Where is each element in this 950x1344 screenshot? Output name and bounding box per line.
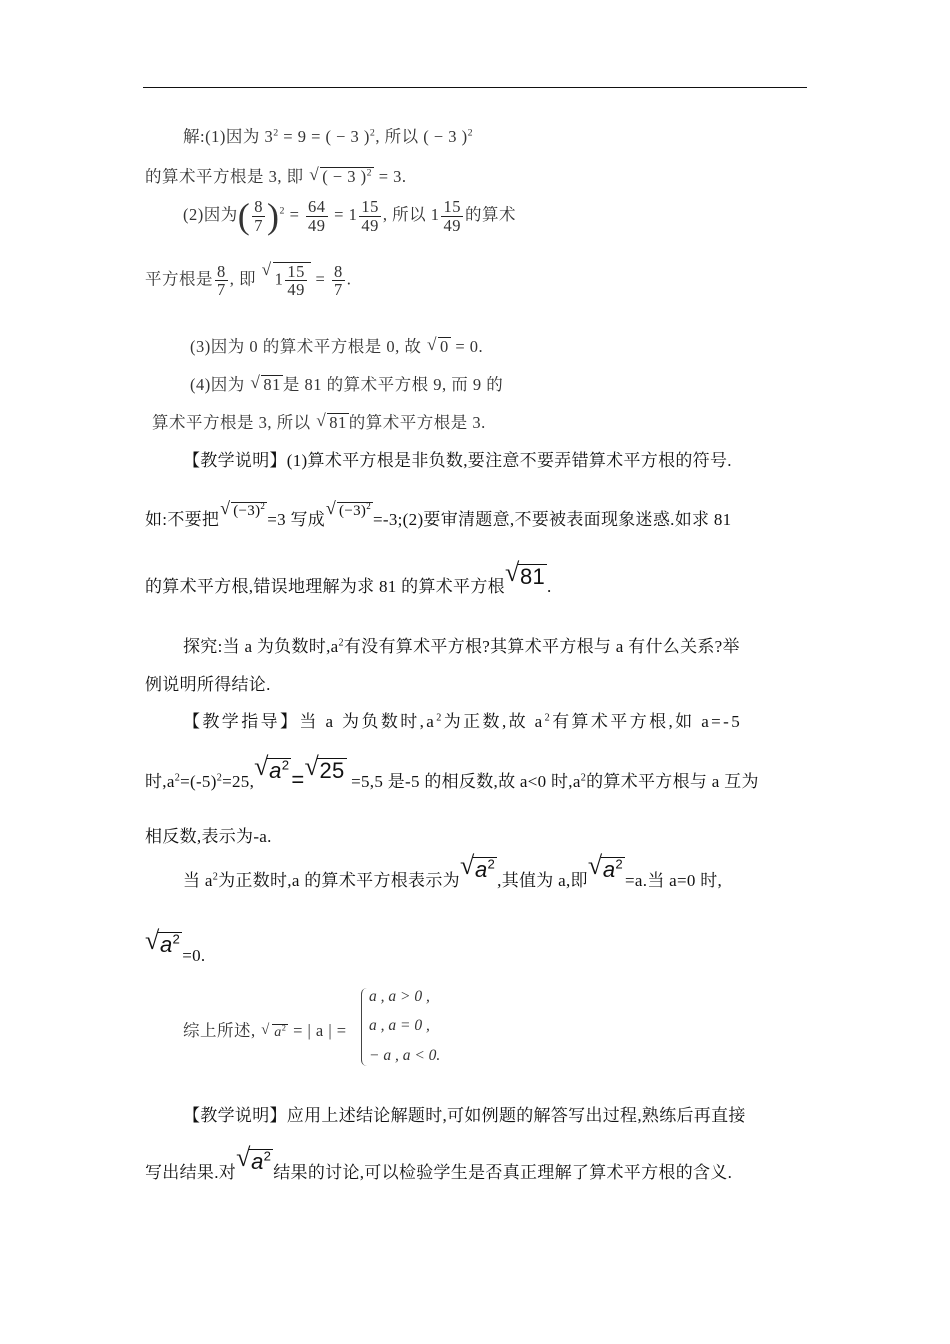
explore-line-2: 例说明所得结论. — [145, 675, 271, 694]
radical-a-sq-2: √ $a^2$ — [460, 857, 497, 882]
radical-81b: √ 81 — [317, 413, 349, 433]
radical-neg3: √ ( − 3 )$^2$ — [310, 167, 374, 187]
teaching-note-2-line-2: 写出结果.对√ $a^2$结果的讨论,可以检验学生是否真正理解了算术平方根的含义. — [145, 1158, 732, 1183]
radical-neg3-sq: √ $(-3)^2$ — [221, 500, 267, 520]
radical-a-sq-5: √ $a^2$ — [236, 1149, 273, 1174]
case-negative: − a , a < 0. — [369, 1047, 441, 1064]
radical-mixed: √ 1 $\frac{15}{49}$ — [263, 262, 311, 299]
guide-line-2: 时$,a^2=(-5)^2=25,√$ $a^2=√$ 25 =5,5 是-5 的相反数,故 a<0 时$,a^2$的算术平方根与 a 互为 — [145, 767, 759, 793]
guide-line-1: 【教学指导】当 a 为负数时$,a^2$为正数,故 $a^2$有算术平方根,如 a=-5 — [183, 712, 743, 731]
teaching-note-1-line-3: 的算术平方根,错误地理解为求 81 的算术平方根√ 81 . — [145, 572, 552, 597]
summary-label: 综上所述, √ $a^2$ = | a | = — [183, 1017, 347, 1041]
solution-line-2: 的算术平方根是 3, 即 √ ( − 3 )$^2$ = 3. — [145, 163, 407, 187]
radical-a-sq-small: √ $a^2$ — [262, 1024, 288, 1041]
solution-line-1: 解:(1)因为 $3^2 = 9$ = ( − 3 )$^2$, 所以 ( − 3 )$^2$ — [183, 127, 474, 146]
positive-line-2: √ $a^2=0$. — [145, 941, 205, 966]
solution-2-line-2: 平方根是 $\frac{8}{7}$ , 即 √ 1 $\frac{15}{49}$ = $\frac{8}{7}$ . — [145, 262, 351, 299]
solution-4-line-2: 算术平方根是 3, 所以 √ 81 的算术平方根是 3. — [152, 409, 486, 433]
radical-81: √ 81 — [251, 375, 283, 395]
positive-line-1: 当 $a^2$为正数时,a 的算术平方根表示为√ $a^2$,其值为 a,即√ $a^2=a$.当 a=0 时, — [183, 866, 722, 891]
case-positive: a , a > 0 , — [369, 988, 430, 1005]
guide-line-3: 相反数,表示为-a. — [145, 827, 272, 846]
radical-81-big: √ 81 — [505, 564, 547, 589]
solution-2-line-1: (2)因为( $\frac{8}{7}$ )$^2$ = $\frac{64}{49}$ = 1 $\frac{15}{49}$ , 所以 1 $\frac{15}{49}$ 的算术 — [183, 196, 516, 236]
radical-neg3-sq-b: √ $(-3)^2$ — [327, 500, 373, 520]
radical-25: √ 25 — [304, 758, 346, 783]
case-zero: a , a = 0 , — [369, 1017, 430, 1034]
header-rule — [143, 87, 807, 88]
radical-a-sq-3: √ $a^2$ — [588, 857, 625, 882]
radical-zero: √ 0 — [428, 337, 451, 357]
radical-a-sq: √ $a^2$ — [254, 758, 291, 783]
solution-3: (3)因为 0 的算术平方根是 0, 故 √ 0 = 0. — [190, 333, 483, 357]
solution-4-line-1: (4)因为 √ 81 是 81 的算术平方根 9, 而 9 的 — [190, 371, 503, 395]
teaching-note-1-line-2: 如:不要把√ $(-3)^2=3$ 写成√ $(-3)^2=-3;(2)$要审清题意,不要被表面现象迷惑.如求 81 — [145, 505, 731, 530]
teaching-note-2-line-1: 【教学说明】应用上述结论解题时,可如例题的解答写出过程,熟练后再直接 — [183, 1106, 746, 1125]
explore-line-1: 探究:当 a 为负数时$,a^2$有没有算术平方根?其算术平方根与 a 有什么关系?举 — [183, 637, 740, 656]
radical-a-sq-4: √ $a^2$ — [145, 932, 182, 957]
teaching-note-1-line-1: 【教学说明】(1)算术平方根是非负数,要注意不要弄错算术平方根的符号. — [183, 451, 732, 470]
